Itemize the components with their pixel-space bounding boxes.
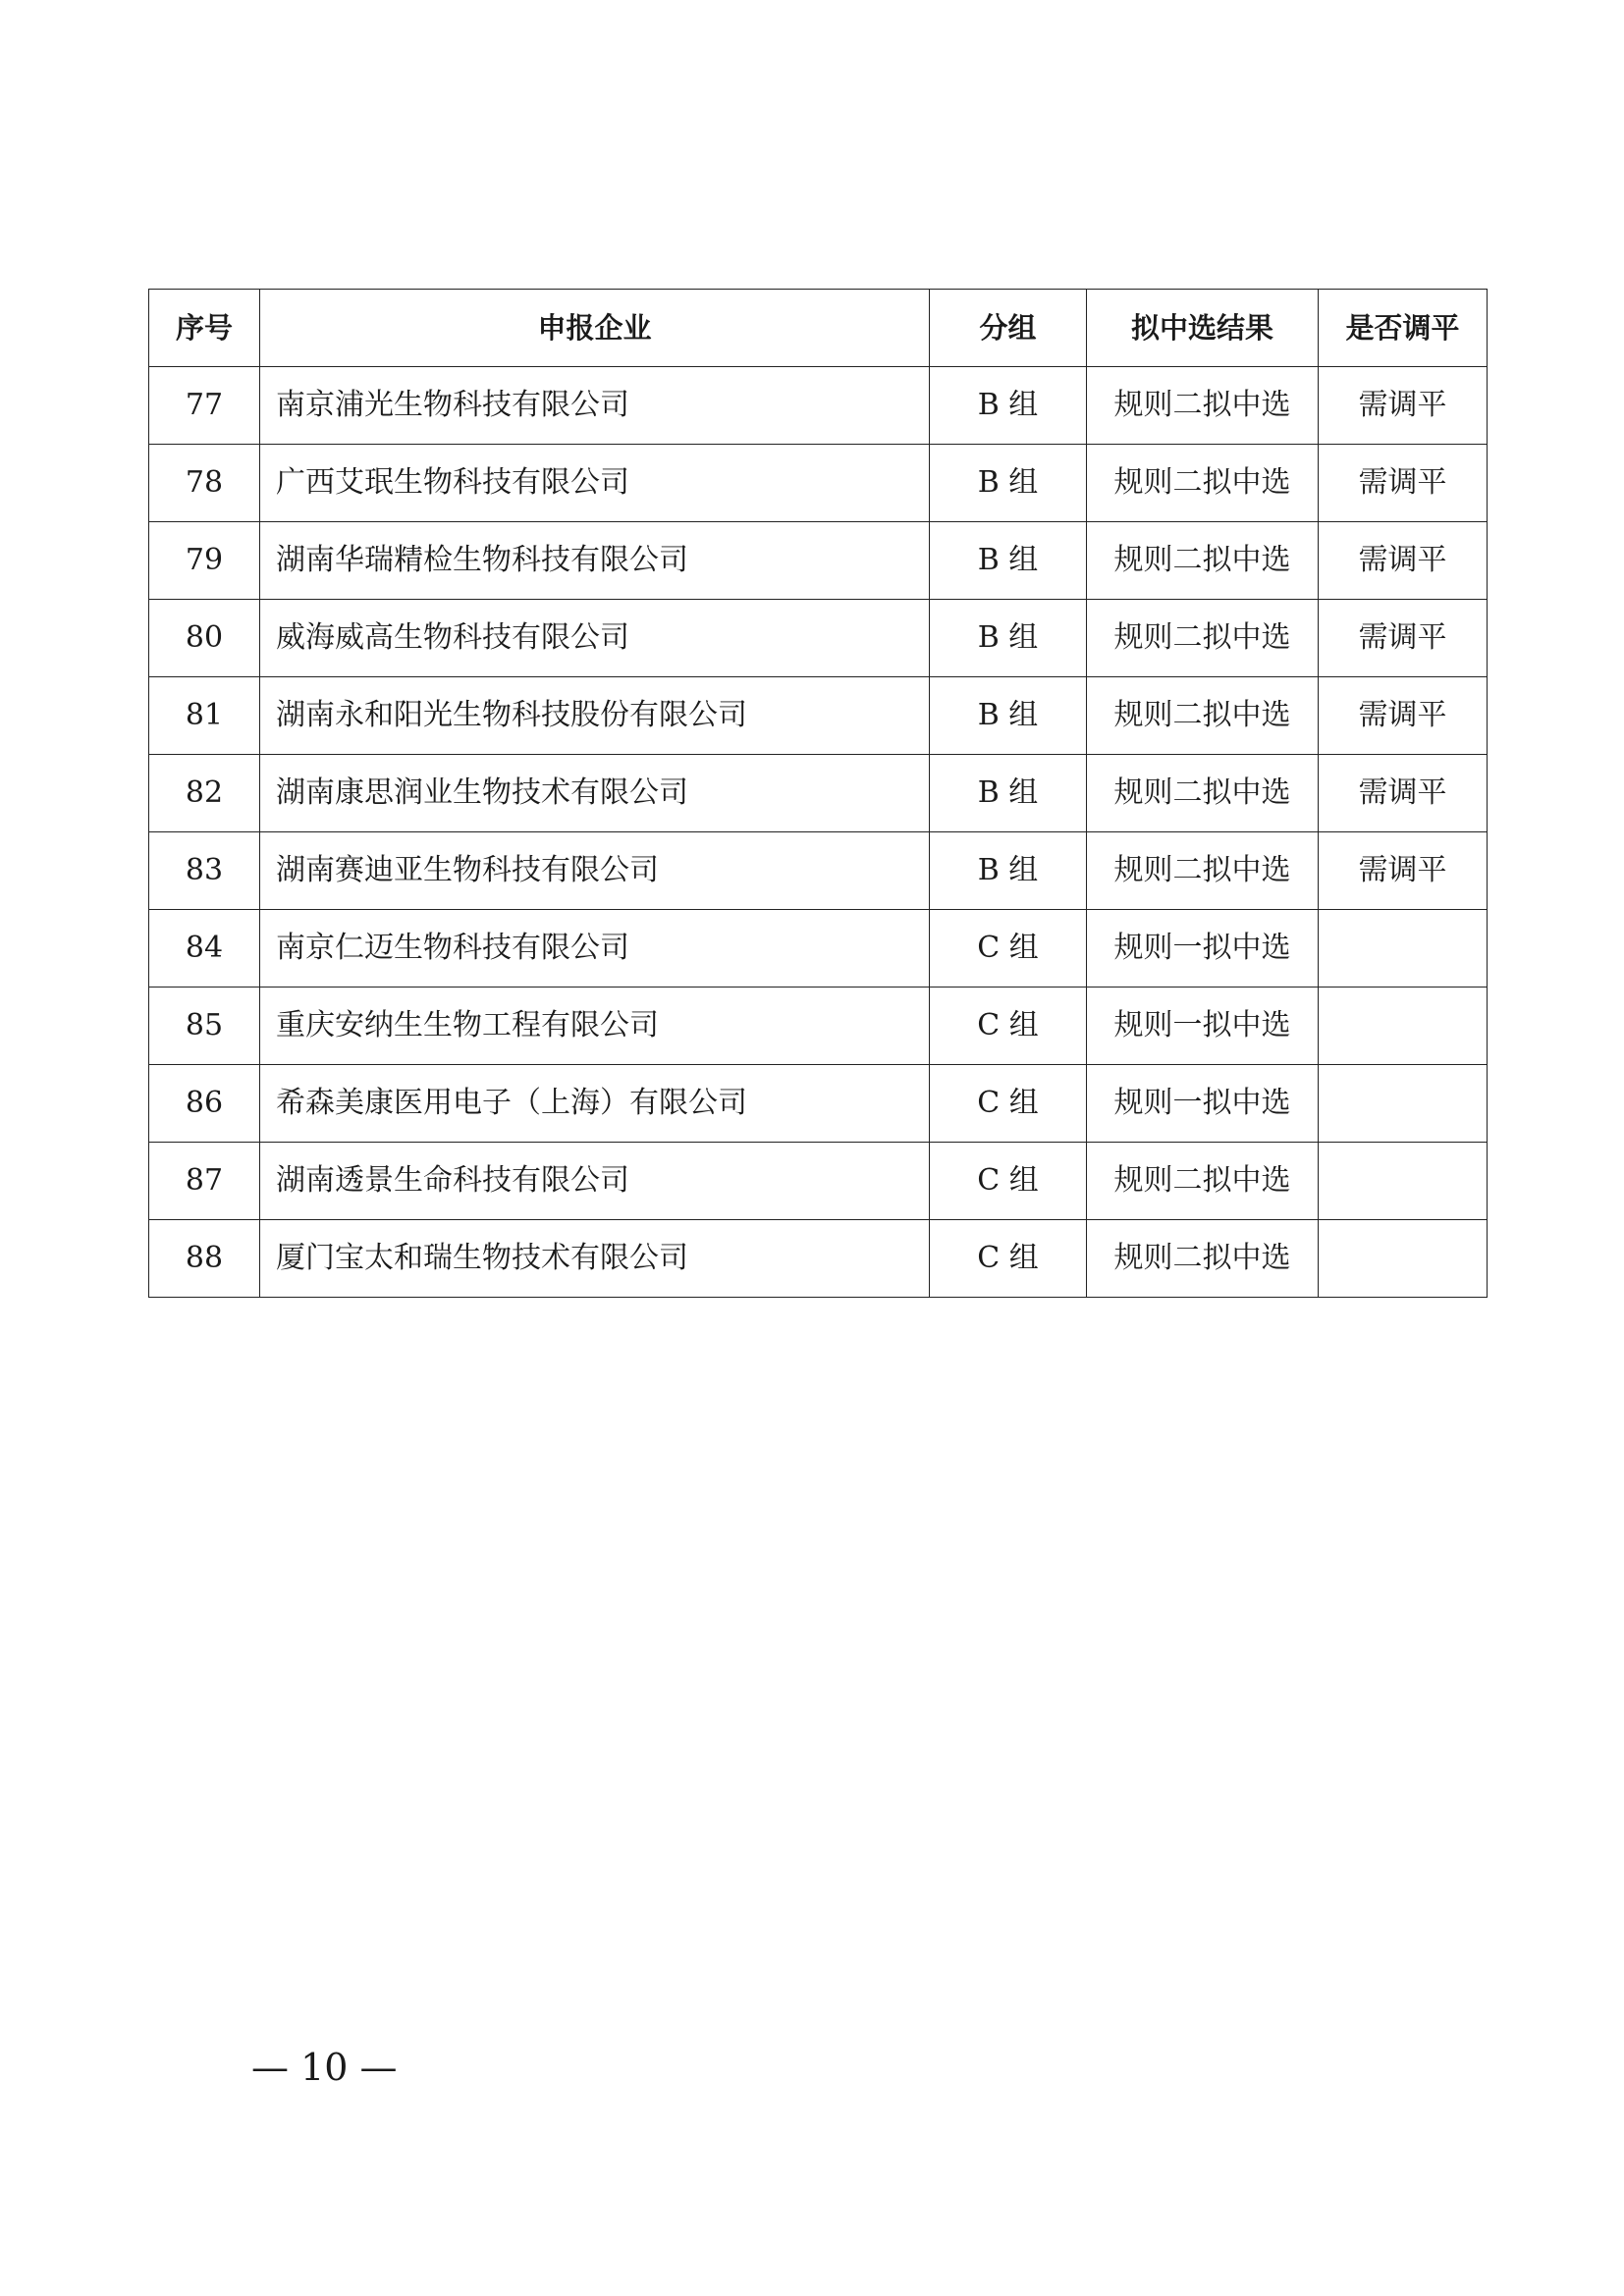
cell-company-name: 湖南华瑞精检生物科技有限公司 <box>260 522 930 600</box>
table-header-row <box>149 290 1488 367</box>
table-row <box>149 910 1488 988</box>
cell-price-adjustment <box>1319 910 1488 988</box>
cell-group: B 组 <box>930 445 1087 522</box>
cell-serial-number: 78 <box>149 445 260 522</box>
cell-price-adjustment: 需调平 <box>1319 832 1488 910</box>
cell-company-name: 湖南透景生命科技有限公司 <box>260 1143 930 1220</box>
table-row <box>149 600 1488 677</box>
cell-proposed-result: 规则二拟中选 <box>1087 522 1319 600</box>
cell-company-name: 南京浦光生物科技有限公司 <box>260 367 930 445</box>
cell-serial-number: 88 <box>149 1220 260 1298</box>
cell-proposed-result: 规则一拟中选 <box>1087 1065 1319 1143</box>
cell-proposed-result: 规则一拟中选 <box>1087 910 1319 988</box>
table-header <box>149 290 1488 367</box>
page-number: — 10 — <box>251 2046 398 2089</box>
cell-company-name: 厦门宝太和瑞生物技术有限公司 <box>260 1220 930 1298</box>
cell-price-adjustment: 需调平 <box>1319 367 1488 445</box>
table-row <box>149 367 1488 445</box>
header-serial-number: 序号 <box>149 290 260 367</box>
cell-proposed-result: 规则二拟中选 <box>1087 1220 1319 1298</box>
cell-company-name: 南京仁迈生物科技有限公司 <box>260 910 930 988</box>
cell-group: C 组 <box>930 1143 1087 1220</box>
cell-group: B 组 <box>930 367 1087 445</box>
cell-group: C 组 <box>930 1220 1087 1298</box>
cell-price-adjustment: 需调平 <box>1319 677 1488 755</box>
cell-proposed-result: 规则二拟中选 <box>1087 832 1319 910</box>
cell-serial-number: 79 <box>149 522 260 600</box>
table-body <box>149 367 1488 1298</box>
table-row <box>149 1065 1488 1143</box>
table-row <box>149 832 1488 910</box>
cell-price-adjustment <box>1319 1220 1488 1298</box>
table-row <box>149 755 1488 832</box>
table-row <box>149 1143 1488 1220</box>
cell-serial-number: 84 <box>149 910 260 988</box>
cell-company-name: 湖南赛迪亚生物科技有限公司 <box>260 832 930 910</box>
cell-serial-number: 77 <box>149 367 260 445</box>
cell-price-adjustment <box>1319 1143 1488 1220</box>
cell-group: C 组 <box>930 1065 1087 1143</box>
cell-serial-number: 80 <box>149 600 260 677</box>
cell-group: C 组 <box>930 988 1087 1065</box>
cell-proposed-result: 规则二拟中选 <box>1087 677 1319 755</box>
cell-serial-number: 87 <box>149 1143 260 1220</box>
cell-company-name: 希森美康医用电子（上海）有限公司 <box>260 1065 930 1143</box>
cell-company-name: 威海威高生物科技有限公司 <box>260 600 930 677</box>
cell-proposed-result: 规则二拟中选 <box>1087 1143 1319 1220</box>
table-row <box>149 677 1488 755</box>
header-applicant-company: 申报企业 <box>260 290 930 367</box>
cell-price-adjustment <box>1319 988 1488 1065</box>
table-row <box>149 1220 1488 1298</box>
cell-group: B 组 <box>930 522 1087 600</box>
cell-price-adjustment <box>1319 1065 1488 1143</box>
cell-group: C 组 <box>930 910 1087 988</box>
cell-price-adjustment: 需调平 <box>1319 445 1488 522</box>
cell-company-name: 重庆安纳生生物工程有限公司 <box>260 988 930 1065</box>
cell-proposed-result: 规则二拟中选 <box>1087 755 1319 832</box>
cell-group: B 组 <box>930 755 1087 832</box>
cell-price-adjustment: 需调平 <box>1319 600 1488 677</box>
cell-price-adjustment: 需调平 <box>1319 755 1488 832</box>
table-row <box>149 445 1488 522</box>
cell-serial-number: 83 <box>149 832 260 910</box>
cell-serial-number: 86 <box>149 1065 260 1143</box>
cell-proposed-result: 规则二拟中选 <box>1087 445 1319 522</box>
cell-company-name: 湖南永和阳光生物科技股份有限公司 <box>260 677 930 755</box>
header-group: 分组 <box>930 290 1087 367</box>
cell-price-adjustment: 需调平 <box>1319 522 1488 600</box>
cell-group: B 组 <box>930 677 1087 755</box>
cell-company-name: 广西艾珉生物科技有限公司 <box>260 445 930 522</box>
cell-proposed-result: 规则二拟中选 <box>1087 600 1319 677</box>
selection-result-table <box>148 289 1488 1298</box>
cell-proposed-result: 规则一拟中选 <box>1087 988 1319 1065</box>
cell-serial-number: 85 <box>149 988 260 1065</box>
table-row <box>149 522 1488 600</box>
header-proposed-result: 拟中选结果 <box>1087 290 1319 367</box>
cell-serial-number: 82 <box>149 755 260 832</box>
header-price-adjustment: 是否调平 <box>1319 290 1488 367</box>
cell-group: B 组 <box>930 832 1087 910</box>
cell-serial-number: 81 <box>149 677 260 755</box>
table-row <box>149 988 1488 1065</box>
cell-proposed-result: 规则二拟中选 <box>1087 367 1319 445</box>
cell-company-name: 湖南康思润业生物技术有限公司 <box>260 755 930 832</box>
cell-group: B 组 <box>930 600 1087 677</box>
